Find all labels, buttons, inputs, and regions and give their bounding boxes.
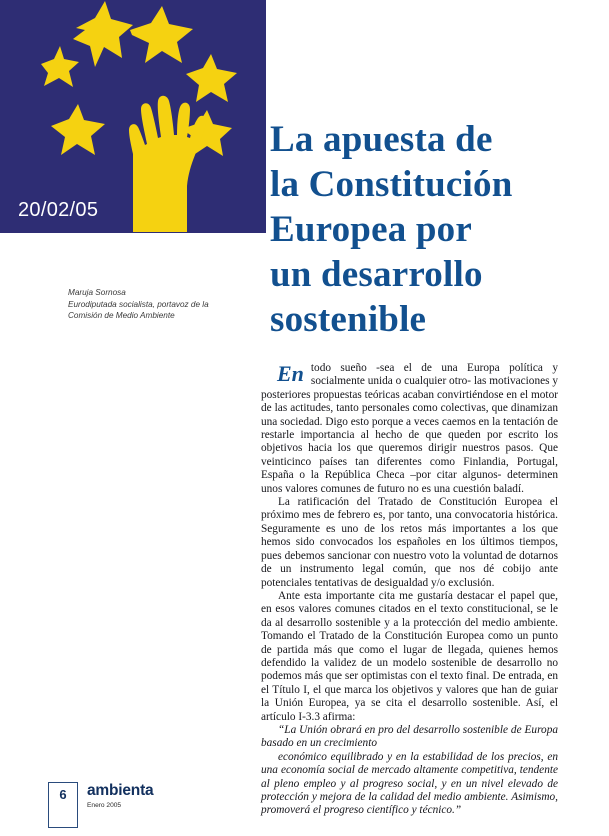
page-title (270, 117, 600, 342)
article-quote (261, 724, 558, 818)
body-paragraph-2: La ratificación del Tratado de Constitución Europea el próximo mes de febrero es, por tanto, una convocatoria histórica. Seguramente es uno de los retos más importantes a los que hemos sido convocados los españoles en los últimos tiempos, pues debemos sancionar con nuestro voto la voluntad de dotarnos de un instrumento legal común, que nos dé cobijo ante potenciales tentativas de desigualdad y/o exclusión. (261, 496, 558, 589)
quote-paragraph-2: económico equilibrado y en la estabilidad de los precios, en una economía social de mercado altamente competitiva, tendente al pleno empleo y al progreso social, y en un nivel elevado de protección y mejora de la calidad del medio ambiente. Asimismo, promoverá el progreso científico y técnico.” (261, 750, 558, 817)
masthead (78, 782, 153, 811)
byline-role-line-1: Eurodiputada socialista, portavoz de la (68, 299, 209, 309)
page-footer (48, 782, 153, 828)
hero-illustration (0, 0, 266, 233)
title-line-3: Europea por (270, 208, 472, 250)
title-line-5: sostenible (270, 298, 427, 340)
folio-box (48, 782, 78, 828)
drop-cap: En (277, 361, 304, 386)
body-paragraph-1 (261, 362, 558, 496)
issue-date: Enero 2005 (87, 802, 122, 809)
publication-name: ambienta (87, 782, 154, 799)
body-paragraph-1-text: todo sueño -sea el de una Europa política y socialmente unida o cualquier otro- las motivaciones y posteriores propuestas teóricas acaban convirtiéndose en el motor de las actitudes, tanto personales como colectivas, que dinamizan una sociedad. Digo esto porque a veces caemos en la tentación de restarle importancia al hecho de que queden por escrito los objetivos hacia los que queremos dirigir nuestros pasos. Que veinticinco países tan diferentes como Finlandia, Portugal, España o la República Checa –por citar algunos- determinen unos valores comunes de futuro no es una cuestión baladí. (261, 362, 558, 495)
quote-paragraph-1: “La Unión obrará en pro del desarrollo sostenible de Europa basado en un crecimiento (261, 723, 558, 750)
byline-author: Maruja Sornosa (68, 288, 126, 297)
body-paragraph-3: Ante esta importante cita me gustaría destacar el papel que, en esos valores comunes citados en el texto constitucional, se le da al desarrollo sostenible y a la protección del medio ambiente. Tomando el Tratado de la Constitución Europea como un punto de partida más que como el lugar de llegada, quienes hemos defendido la validez de un modelo sostenible de desarrollo no podemos más que ser optimistas con el texto final. De entrada, en el Título I, el que marca los objetivos y valores que han de guiar la Unión Europea, ya se cita el desarrollo sostenible. Así, el artículo I-3.3 afirma: (261, 589, 558, 723)
byline (68, 287, 258, 322)
article-body (261, 362, 558, 818)
title-line-1: La apuesta de (270, 118, 493, 160)
page-number: 6 (59, 787, 67, 802)
hero-date-label: 20/02/05 (18, 199, 99, 221)
byline-role-line-2: Comisión de Medio Ambiente (68, 311, 175, 320)
title-line-2: la Constitución (270, 163, 513, 205)
title-line-4: un desarrollo (270, 253, 483, 295)
